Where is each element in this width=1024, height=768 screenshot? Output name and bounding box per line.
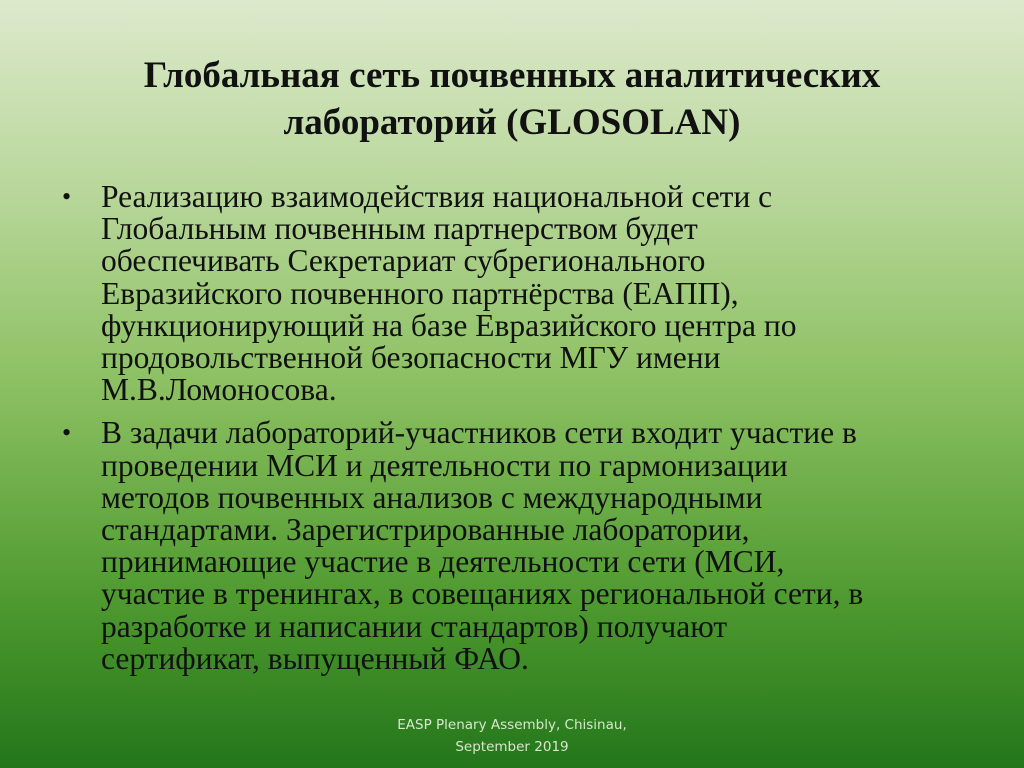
bullet-text-line: участие в тренингах, в совещаниях региональной сети, в (101, 576, 864, 612)
slide-footer (360, 714, 664, 758)
bullet-text-line: обеспечивать Секретариат субрегионального (101, 243, 706, 279)
slide-title (60, 52, 964, 146)
slide-title-line: Глобальная сеть почвенных аналитических (143, 55, 881, 96)
bullet-text-line: проведении МСИ и деятельности по гармонизации (101, 447, 788, 483)
bullet-text-line: принимающие участие в деятельности сети (МСИ, (101, 544, 785, 580)
bullet-text-line: продовольственной безопасности МГУ имени (101, 340, 721, 376)
footer-line: September 2019 (455, 739, 569, 755)
slide-title-line: лабораторий (GLOSOLAN) (283, 102, 741, 143)
bullet-text-line: сертификат, выпущенный ФАО. (101, 640, 529, 676)
bullet-item (58, 181, 978, 406)
bullet-marker: • (62, 182, 72, 211)
bullet-marker: • (62, 418, 72, 448)
bullet-list (58, 181, 978, 686)
bullet-text-line: Евразийского почвенного партнёрства (ЕАПП), (101, 275, 739, 311)
bullet-text-line: разработке и написании стандартов) получают (101, 608, 728, 644)
bullet-text-line: стандартами. Зарегистрированные лаборатории, (101, 512, 750, 548)
footer-line: EASP Plenary Assembly, Chisinau, (397, 717, 627, 733)
bullet-text-line: В задачи лабораторий-участников сети входит участие в (101, 415, 857, 451)
bullet-text-line: методов почвенных анализов с международными (101, 479, 763, 515)
bullet-text-line: Реализацию взаимодействия национальной сети с (101, 179, 773, 214)
bullet-text-line: М.В.Ломоносова. (101, 372, 337, 408)
bullet-text-line: функционирующий на базе Евразийского центра по (101, 307, 797, 343)
bullet-text-line: Глобальным почвенным партнерством будет (101, 211, 698, 247)
bullet-item (58, 417, 978, 675)
